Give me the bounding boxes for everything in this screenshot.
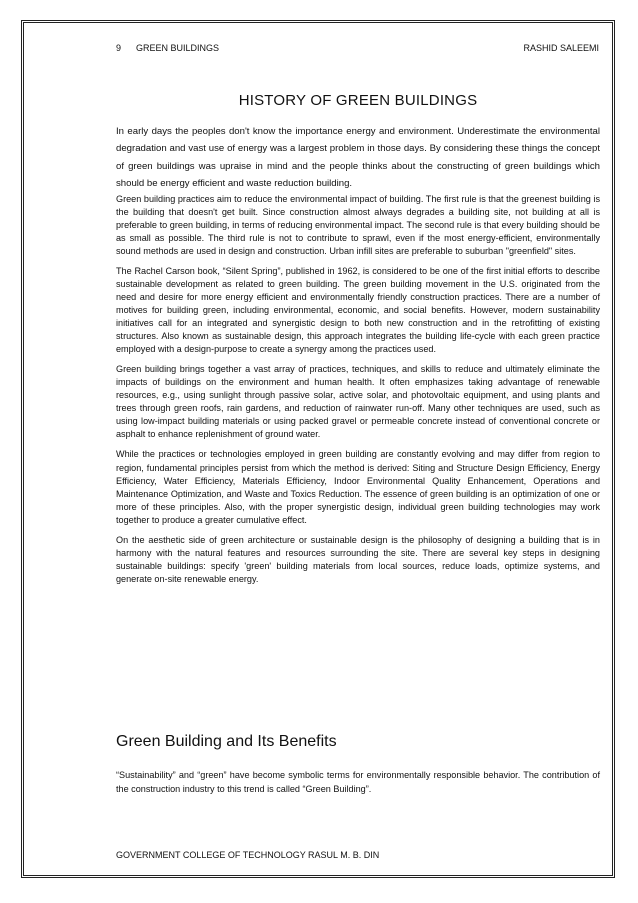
intro-paragraph: In early days the peoples don't know the importance energy and environment. Underestimate the environmental degradation and vast use of energy was a largest problem in those days. By considering these things the concept of green buildings was upraise in mind and the people thinks about the constructing of green buildings which should be energy efficient and waste reduction building. xyxy=(116,126,600,190)
page-title: HISTORY OF GREEN BUILDINGS xyxy=(238,92,478,109)
body-paragraph: Green building practices aim to reduce the environmental impact of building. The first rule is that the greenest building is the building that doesn't get built. Since construction almost always degrades a building site, not building at all is preferable to green building, in terms of reducing environmental impact. The second rule is that every building should be as small as possible. The third rule is not to contribute to sprawl, even if the most energy-efficient, environmentally sound methods are used in design and construction. Urban infill sites are preferable to suburban "greenfield" sites. xyxy=(116,193,600,256)
main-content xyxy=(116,92,600,593)
page-number: 9 xyxy=(116,43,122,53)
body-paragraph: While the practices or technologies employed in green building are constantly evolving and may differ from region to region, fundamental principles persist from which the method is derived: Siting and Structure Design Efficiency, Energy Efficiency, Water Efficiency, Materials Efficiency, Indoor Environmental Quality Enhancement, Operations and Maintenance Optimization, and Waste and Toxics Reduction. The essence of green building is an optimization of one or more of these principles. Also, with the proper synergistic design, individual green building technologies may work together to produce a greater cumulative effect. xyxy=(116,449,600,525)
header-author: RASHID SALEEMI xyxy=(523,43,599,53)
header-doc-title: GREEN BUILDINGS xyxy=(136,43,220,53)
body-paragraph: On the aesthetic side of green architecture or sustainable design is the philosophy of designing a building that is in harmony with the natural features and resources surrounding the site. There are several key steps in designing sustainable buildings: specify 'green' building materials from local sources, reduce loads, optimize systems, and generate on-site renewable energy. xyxy=(116,534,600,584)
page-header xyxy=(116,43,599,57)
section-paragraph: “Sustainability” and “green” have become symbolic terms for environmentally responsible behavior. The contribution of the construction industry to this trend is called “Green Building”. xyxy=(116,770,600,794)
body-paragraph: The Rachel Carson book, “Silent Spring”, published in 1962, is considered to be one of the first initial efforts to describe sustainable development as related to green building. The green building movement in the U.S. originated from the need and desire for more energy efficient and environmentally friendly construction practices. There are a number of motives for building green, including environmental, economic, and social benefits. However, modern sustainability initiatives call for an integrated and synergistic design to both new construction and in the retrofitting of existing structures. Also known as sustainable design, this approach integrates the building life-cycle with each green practice employed with a design-purpose to create a synergy among the practices used. xyxy=(116,265,600,355)
body-paragraph: Green building brings together a vast array of practices, techniques, and skills to reduce and ultimately eliminate the impacts of buildings on the environment and human health. It often emphasizes taking advantage of renewable resources, e.g., using sunlight through passive solar, active solar, and photovoltaic equipment, and using plants and trees through green roofs, rain gardens, and reduction of rainwater run-off. Many other techniques are used, such as using low-impact building materials or using packed gravel or permeable concrete instead of conventional concrete or asphalt to enhance replenishment of ground water. xyxy=(116,364,600,440)
section-heading: Green Building and Its Benefits xyxy=(116,733,337,750)
page-footer: GOVERNMENT COLLEGE OF TECHNOLOGY RASUL M. B. DIN xyxy=(116,850,380,860)
